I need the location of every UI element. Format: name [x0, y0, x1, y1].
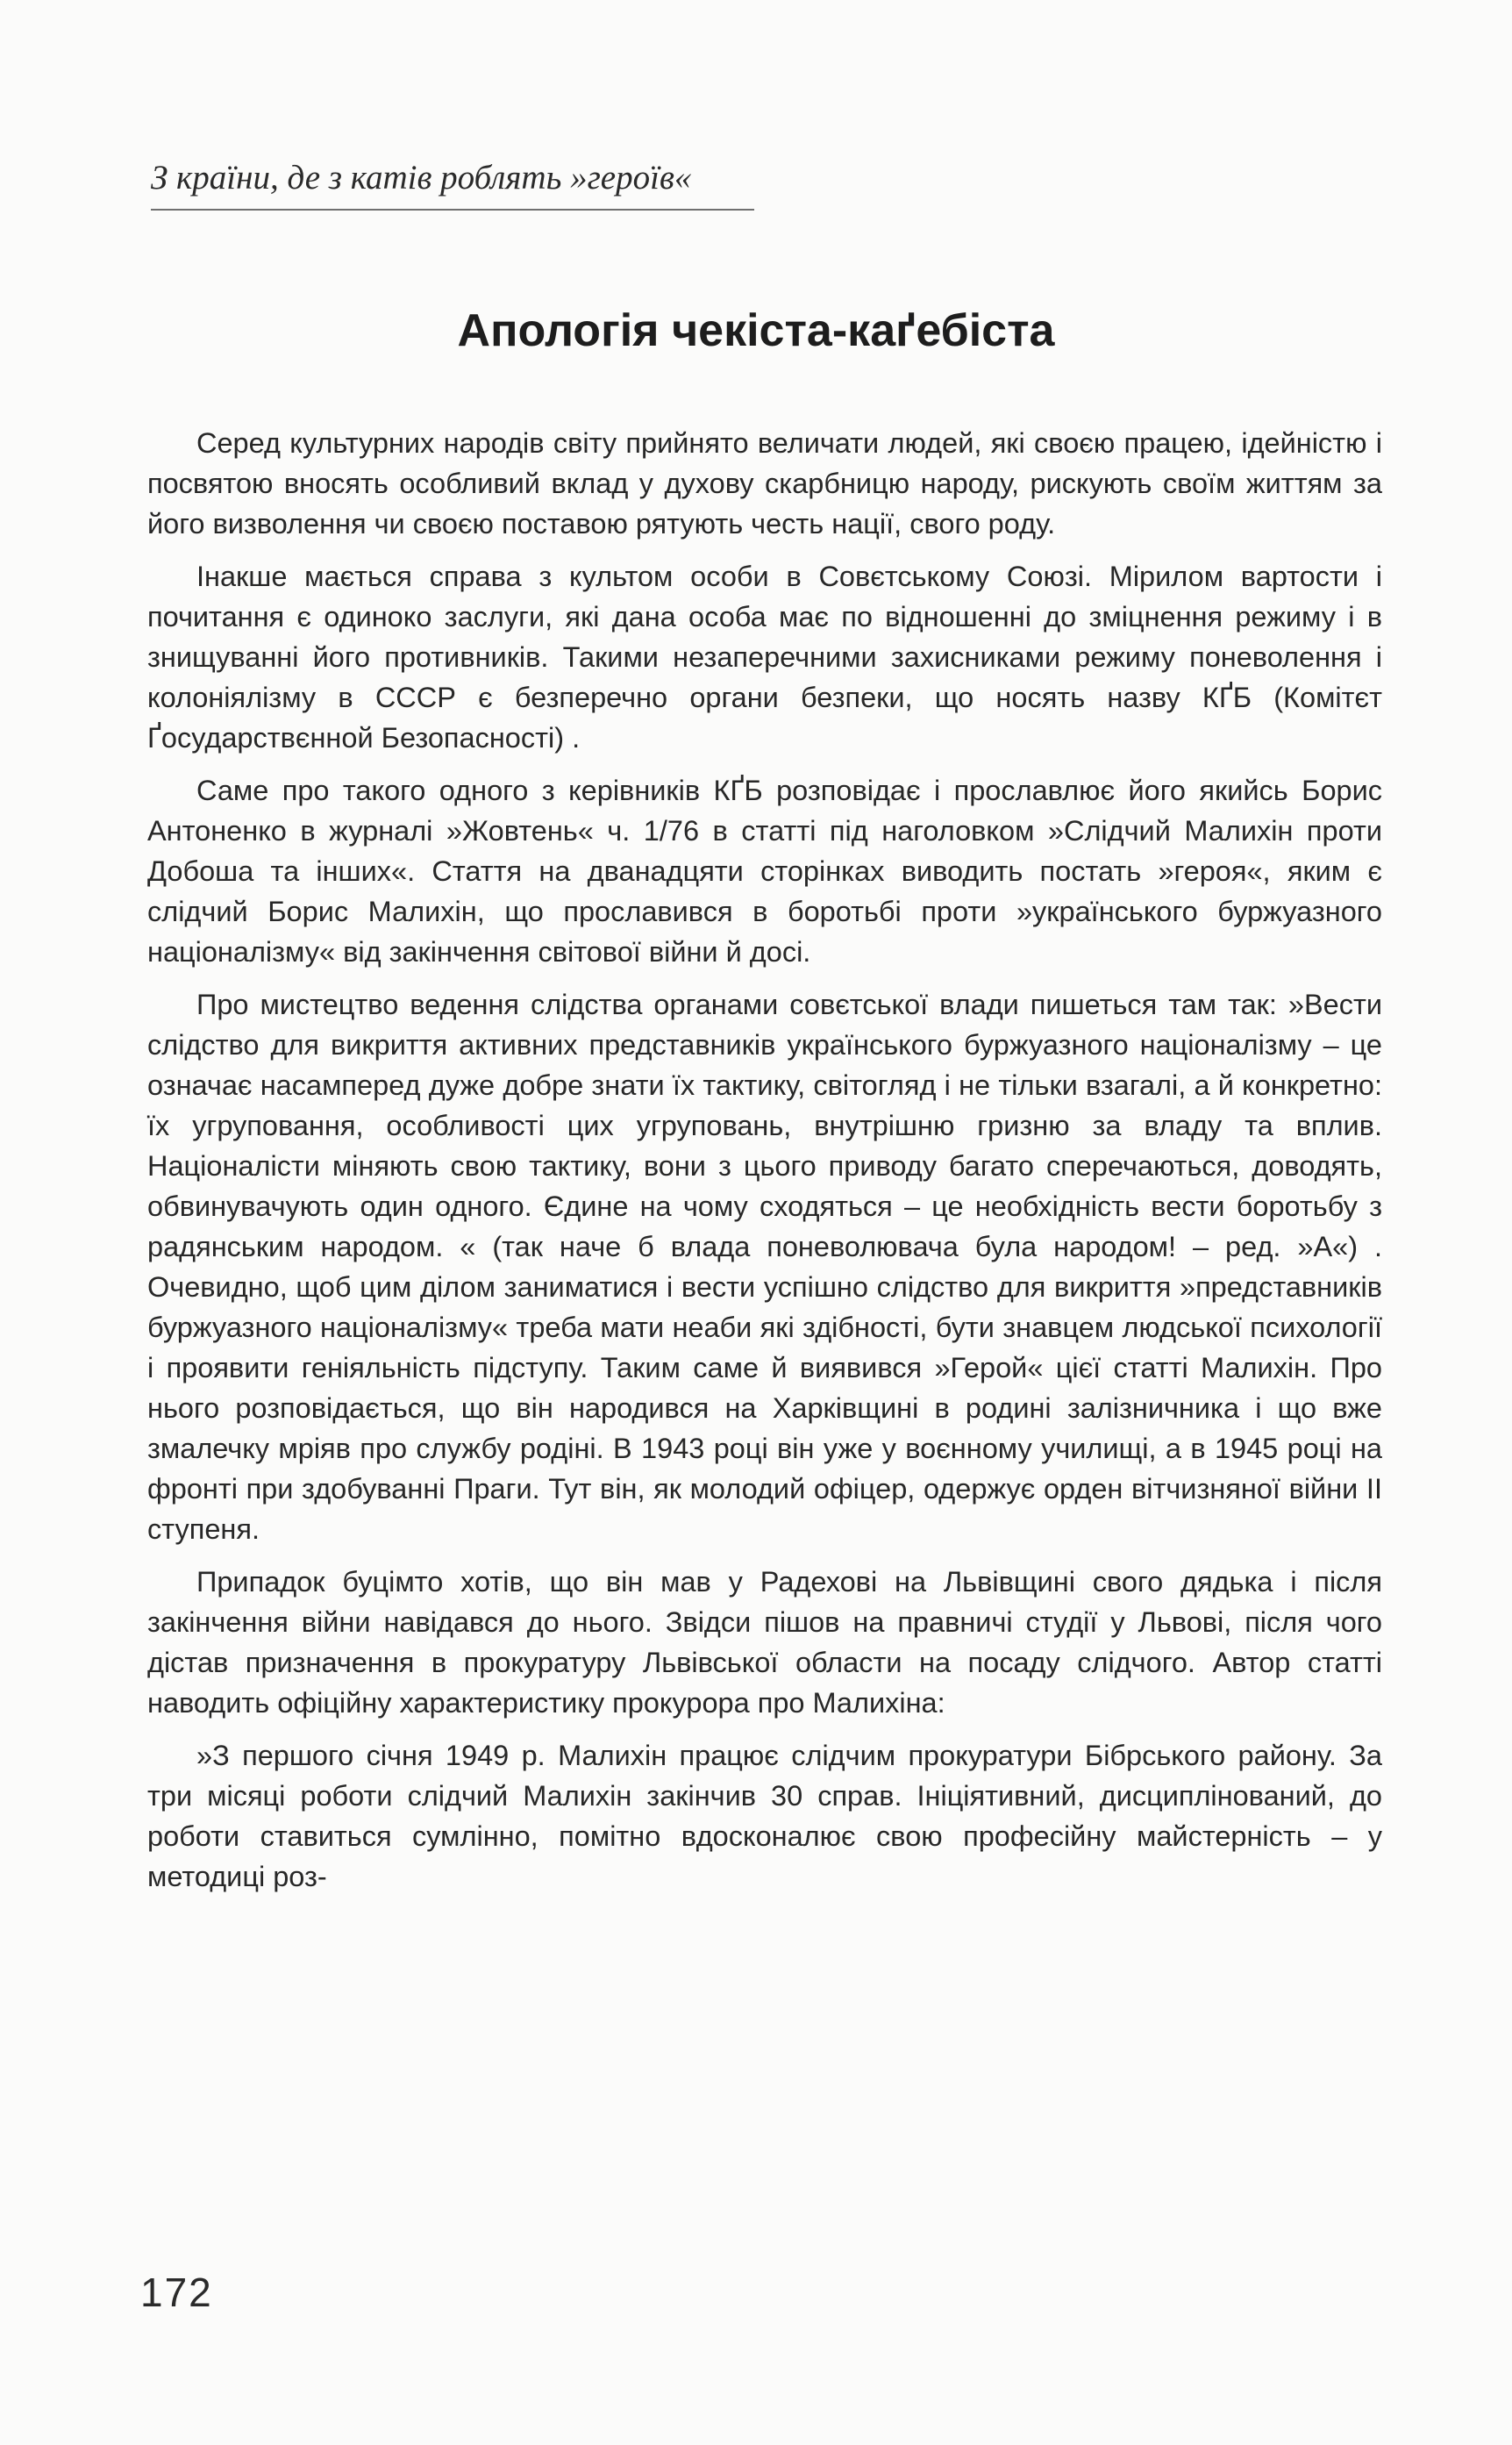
- paragraph-2: Інакше мається справа з культом особи в Совєтському Союзі. Мірилом вартости і почитання є одиноко заслуги, які дана особа має по відношенні до зміцнення режиму і в знищуванні його противників. Такими незаперечними захисниками режиму поневолення і колоніялізму в СССР є безперечно органи безпеки, що носять назву КҐБ (Комітєт Ґосударствєнной Безопасності) .: [147, 561, 1382, 754]
- paragraph-1: Серед культурних народів світу прийнято величати людей, які своєю працею, ідейністю і посвятою вносять особливий вклад у духову скарбницю народу, рискують своїм життям за його визволення чи своєю поставою рятують честь нації, свого роду.: [147, 427, 1382, 540]
- running-header-title: З країни, де з катів роблять »героїв«: [151, 159, 692, 197]
- paragraph-4: Про мистецтво ведення слідства органами совєтської влади пишеться там так: »Вести слідство для викриття активних представників українського буржуазного націоналізму – це означає насамперед дуже добре знати їх тактику, світогляд і не тільки взагалі, а й конкретно: їх угруповання, особливості цих угруповань, внутрішню гризню за владу та вплив. Націоналісти міняють свою тактику, вони з цього приводу багато сперечаються, доводять, обвинувачують один одного. Єдине на чому сходяться – це необхідність вести боротьбу з радянським народом. « (так наче б влада поневолювача була народом! – ред. »А«) . Очевидно, щоб цим ділом заниматися і вести успішно слідство для викриття »представників буржуазного націоналізму« треба мати неаби які здібності, бути знавцем людської психології і проявити геніяльність підступу. Таким саме й виявився »Герой« цієї статті Малихін. Про нього розповідається, що він народився на Харківщині в родині залізничника і що вже змалечку мріяв про службу родіні. В 1943 році він уже у воєнному училищі, а в 1945 році на фронті при здобуванні Праги. Тут він, як молодий офіцер, одержує орден вітчизняної війни II ступеня.: [147, 989, 1382, 1545]
- page-number: 172: [140, 2270, 213, 2315]
- paragraph-6: »З першого січня 1949 р. Малихін працює слідчим прокуратури Бібрського району. За три місяці роботи слідчий Малихін закінчив 30 справ. Ініціятивний, дисциплінований, до роботи ставиться сумлінно, помітно вдосконалює свою професійну майстерність – у методиці роз-: [147, 1740, 1382, 1892]
- paragraph-5: Припадок буцімто хотів, що він мав у Радехові на Львівщині свого дядька і після закінчення війни навідався до нього. Звідси пішов на правничі студії у Львові, після чого дістав призначення в прокуратуру Львівської области на посаду слідчого. Автор статті наводить офіційну характеристику прокурора про Малихіна:: [147, 1566, 1382, 1719]
- article-title: Апологія чекіста-каґебіста: [457, 305, 1055, 356]
- header-underline: [151, 209, 754, 211]
- paragraph-3: Саме про такого одного з керівників КҐБ розповідає і прославлює його якийсь Борис Антоненко в журналі »Жовтень« ч. 1/76 в статті під наголовком »Слідчий Малихін проти Добоша та інших«. Стаття на дванадцяти сторінках виводить постать »героя«, яким є слідчий Борис Малихін, що прославився в боротьбі проти »українського буржуазного націоналізму« від закінчення світової війни й досі.: [147, 775, 1382, 968]
- article-body: [147, 423, 1382, 1897]
